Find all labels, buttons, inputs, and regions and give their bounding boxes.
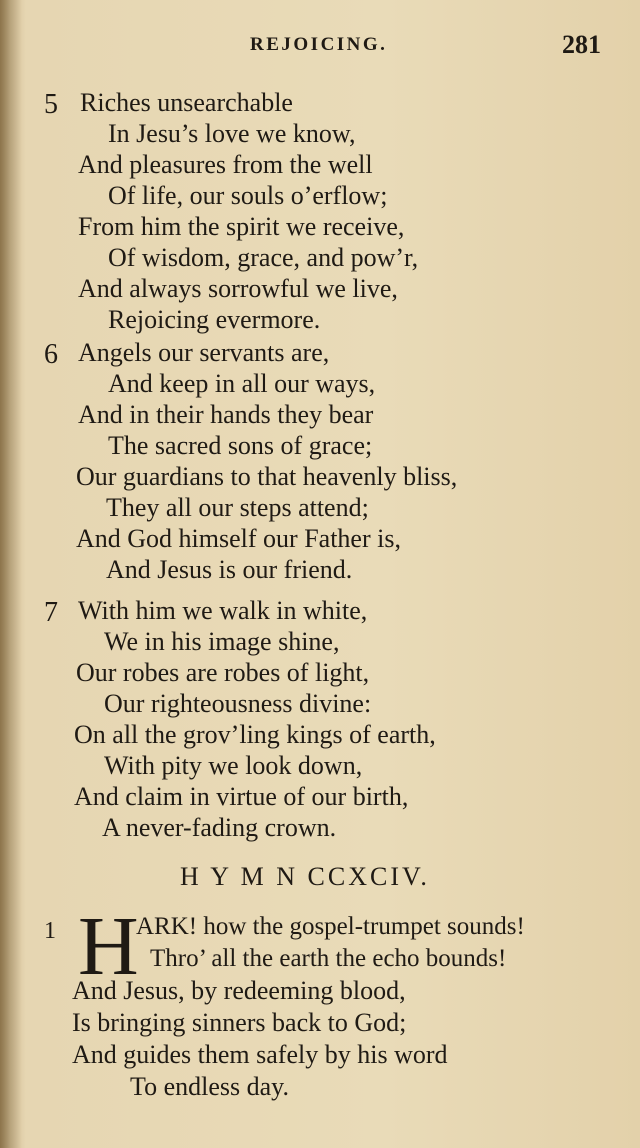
verse-line: And guides them safely by his word (72, 1040, 448, 1069)
verse-line: ARK! how the gospel-trumpet sounds! (136, 913, 525, 940)
verse-line: And always sorrowful we live, (78, 274, 398, 303)
verse-line: Is bringing sinners back to God; (72, 1008, 407, 1037)
verse-line: With pity we look down, (104, 751, 363, 780)
verse-line: On all the grov’ling kings of earth, (74, 720, 436, 749)
verse-line: And in their hands they bear (78, 400, 374, 429)
verse-line: With him we walk in white, (78, 596, 368, 625)
verse-line: Thro’ all the earth the echo bounds! (150, 945, 507, 972)
verse-line: And claim in virtue of our birth, (74, 782, 409, 811)
verse-line: We in his image shine, (104, 627, 340, 656)
drop-cap: H (78, 900, 139, 993)
stanza-number: 7 (44, 597, 58, 628)
verse-line: Of life, our souls o’erflow; (108, 181, 388, 210)
verse-line: And pleasures from the well (78, 150, 373, 179)
stanza-number: 6 (44, 339, 58, 370)
verse-line: To endless day. (130, 1072, 289, 1101)
verse-line: And Jesus is our friend. (106, 555, 353, 584)
verse-line: A never-fading crown. (102, 813, 337, 842)
verse-line: From him the spirit we receive, (78, 212, 405, 241)
verse-line: Our righteousness divine: (104, 689, 372, 718)
page-number: 281 (562, 30, 601, 59)
stanza-number: 1 (44, 918, 56, 944)
verse-line: Our guardians to that heavenly bliss, (76, 462, 458, 491)
page-header (0, 32, 640, 66)
hymn-title: H Y M N CCXCIV. (180, 862, 430, 891)
verse-line: Our robes are robes of light, (76, 658, 370, 687)
verse-line: And keep in all our ways, (108, 369, 376, 398)
verse-line: And God himself our Father is, (76, 524, 401, 553)
verse-line: Angels our servants are, (78, 338, 330, 367)
verse-line: They all our steps attend; (106, 493, 369, 522)
verse-line: And Jesus, by redeeming blood, (72, 976, 406, 1005)
stanza-number: 5 (44, 89, 58, 120)
verse-line: Riches unsearchable (80, 88, 293, 117)
verse-line: Rejoicing evermore. (108, 305, 321, 334)
verse-line: The sacred sons of grace; (108, 431, 373, 460)
running-head: REJOICING. (250, 34, 388, 55)
spine-shadow (0, 0, 22, 1148)
verse-line: Of wisdom, grace, and pow’r, (108, 243, 419, 272)
verse-line: In Jesu’s love we know, (108, 119, 356, 148)
